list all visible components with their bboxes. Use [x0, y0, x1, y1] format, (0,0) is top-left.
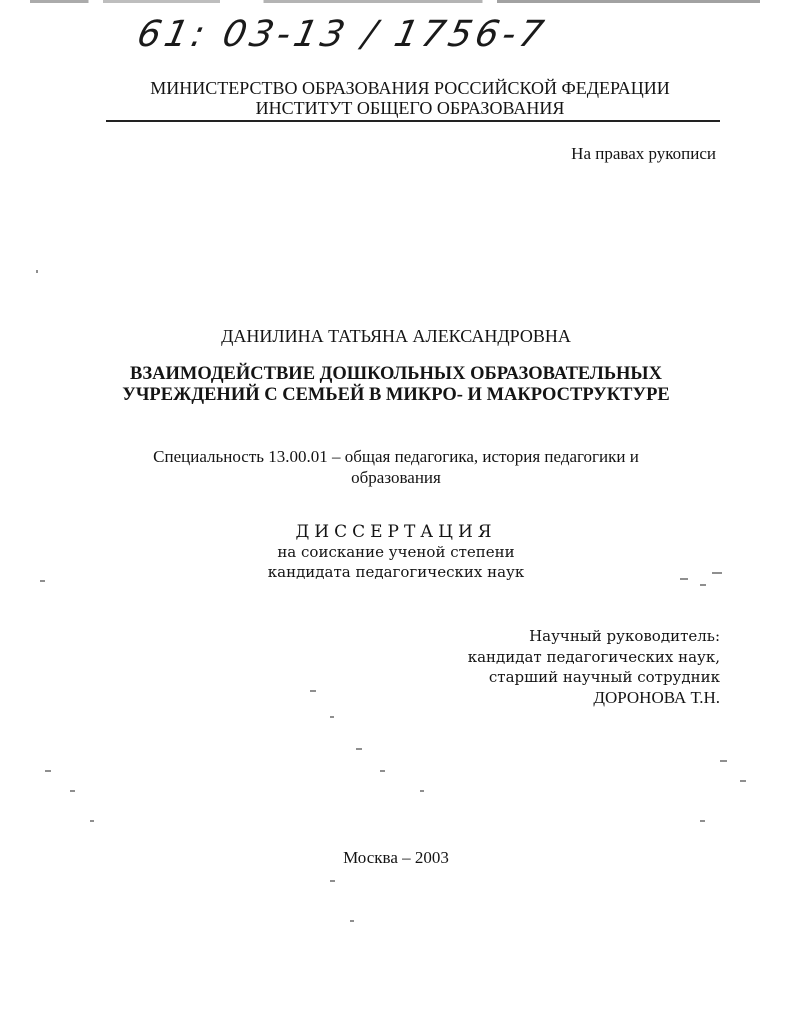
title-line-2: УЧРЕЖДЕНИЙ С СЕМЬЕЙ В МИКРО- И МАКРОСТРУКТУРЕ: [122, 385, 670, 405]
degree-line-2: кандидата педагогических наук: [267, 563, 525, 581]
ministry-line: МИНИСТЕРСТВО ОБРАЗОВАНИЯ РОССИЙСКОЙ ФЕДЕРАЦИИ: [150, 78, 670, 98]
advisor-role: Научный руководитель:: [529, 627, 720, 645]
manuscript-note: На правах рукописи: [571, 144, 716, 163]
header-divider: [106, 120, 720, 122]
degree-line-1: на соискание ученой степени: [277, 543, 515, 561]
dissertation-block: [0, 522, 792, 582]
dissertation-label: ДИССЕРТАЦИЯ: [295, 522, 497, 542]
city-year: Москва – 2003: [343, 848, 449, 867]
specialty: [0, 446, 792, 488]
institute-line: ИНСТИТУТ ОБЩЕГО ОБРАЗОВАНИЯ: [255, 98, 565, 118]
specialty-line-1: Специальность 13.00.01 – общая педагогика, история педагогики и: [153, 447, 639, 466]
dissertation-title: [0, 364, 792, 406]
scan-top-edge: [30, 0, 760, 3]
advisor-degree: кандидат педагогических наук,: [467, 647, 720, 666]
advisor-name: ДОРОНОВА Т.Н.: [593, 687, 720, 707]
author-name: ДАНИЛИНА ТАТЬЯНА АЛЕКСАНДРОВНА: [221, 326, 571, 346]
title-line-1: ВЗАИМОДЕЙСТВИЕ ДОШКОЛЬНЫХ ОБРАЗОВАТЕЛЬНЫХ: [130, 364, 662, 384]
specialty-line-2: образования: [351, 468, 441, 487]
advisor-block: [468, 626, 720, 708]
handwritten-catalog-code: 61: 03-13 / 1756-7: [133, 14, 551, 55]
institution-header: [100, 78, 720, 118]
advisor-position: старший научный сотрудник: [488, 668, 720, 686]
